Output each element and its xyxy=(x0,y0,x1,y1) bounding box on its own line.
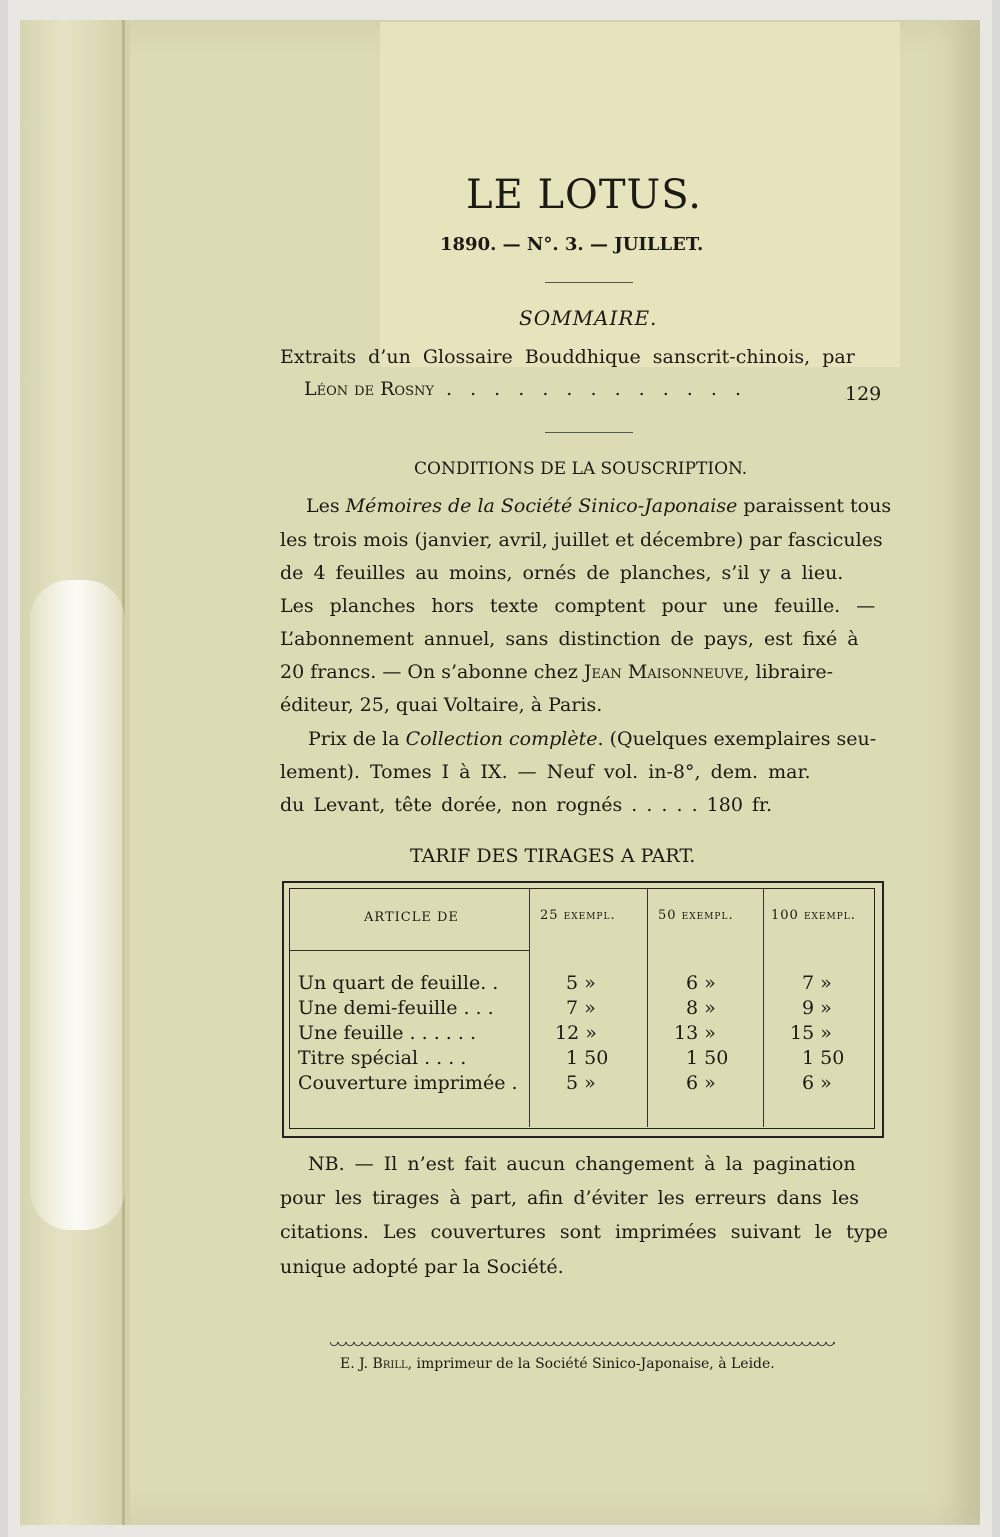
journal-title: LE LOTUS. xyxy=(466,172,702,218)
wavy-rule xyxy=(330,1342,835,1350)
text: Prix de la xyxy=(308,728,406,750)
price-line: lement). Tomes I à IX. — Neuf vol. in-8°, dem. mar. xyxy=(280,761,811,783)
conditions-line: les trois mois (janvier, avril, juillet et décembre) par fascicules xyxy=(280,529,883,551)
table-cell: 6 » xyxy=(686,1072,716,1094)
table-cell-article: Une demi-feuille . . . xyxy=(298,997,494,1019)
publisher-name: Jean Maisonneuve xyxy=(583,661,744,683)
conditions-line xyxy=(306,495,891,517)
table-cell: 1 50 xyxy=(686,1047,729,1069)
printer-name: Brill xyxy=(372,1356,408,1372)
table-cell: 7 » xyxy=(802,972,832,994)
text: , imprimeur de la Société Sinico-Japonaise, à Leide. xyxy=(407,1356,775,1372)
table-cell: 6 » xyxy=(686,972,716,994)
table-cell: 13 » xyxy=(674,1022,716,1044)
table-cell-article: Couverture imprimée . xyxy=(298,1072,518,1094)
conditions-line: L’abonnement annuel, sans distinction de pays, est fixé à xyxy=(280,628,859,650)
divider xyxy=(545,432,633,433)
col-header-100: 100 exempl. xyxy=(771,908,856,923)
column-rule xyxy=(529,888,530,1127)
column-rule xyxy=(763,888,764,1127)
memoires-title: Mémoires de la Société Sinico-Japonaise xyxy=(345,495,738,517)
table-cell-article: Un quart de feuille. . xyxy=(298,972,499,994)
sleeve-glare xyxy=(30,580,125,1230)
nb-line: NB. — Il n’est fait aucun changement à la pagination xyxy=(308,1153,856,1175)
column-rule xyxy=(647,888,648,1127)
price-line xyxy=(308,728,876,750)
table-cell: 15 » xyxy=(790,1022,832,1044)
col-header-25: 25 exempl. xyxy=(540,908,616,923)
text: , libraire- xyxy=(743,661,834,683)
table-cell: 1 50 xyxy=(802,1047,845,1069)
nb-line: pour les tirages à part, afin d’éviter les erreurs dans les xyxy=(280,1187,860,1209)
issue-line: 1890. — N°. 3. — JUILLET. xyxy=(440,234,704,255)
sommaire-heading: SOMMAIRE. xyxy=(519,306,658,330)
text: 20 francs. — On s’abonne chez xyxy=(280,661,584,683)
divider xyxy=(545,282,633,283)
conditions-line: Les planches hors texte comptent pour une feuille. — xyxy=(280,595,876,617)
sommaire-author-line xyxy=(304,378,747,400)
leader-dots: . . . . . . . . . . . . . xyxy=(446,378,748,400)
col-header-50: 50 exempl. xyxy=(658,908,734,923)
nb-line: unique adopté par la Société. xyxy=(280,1256,564,1278)
table-cell: 12 » xyxy=(555,1022,597,1044)
table-cell-article: Titre spécial . . . . xyxy=(298,1047,467,1069)
table-cell: 5 » xyxy=(566,972,596,994)
col-header-article: ARTICLE DE xyxy=(364,910,459,925)
nb-line: citations. Les couvertures sont imprimées suivant le type xyxy=(280,1221,888,1243)
table-cell: 7 » xyxy=(566,997,596,1019)
conditions-line xyxy=(280,661,833,683)
table-cell: 8 » xyxy=(686,997,716,1019)
conditions-heading: CONDITIONS DE LA SOUSCRIPTION. xyxy=(414,459,748,479)
text: E. J. xyxy=(340,1356,373,1372)
collection-title: Collection complète xyxy=(405,728,598,750)
table-cell: 9 » xyxy=(802,997,832,1019)
sommaire-author: Léon de Rosny xyxy=(304,378,434,400)
text: paraissent tous xyxy=(737,495,892,517)
tarif-heading: TARIF DES TIRAGES A PART. xyxy=(410,845,696,867)
table-cell: 5 » xyxy=(566,1072,596,1094)
text: . (Quelques exemplaires seu- xyxy=(597,728,877,750)
header-rule xyxy=(289,950,529,951)
table-cell-article: Une feuille . . . . . . xyxy=(298,1022,476,1044)
conditions-line: de 4 feuilles au moins, ornés de planches, s’il y a lieu. xyxy=(280,562,844,584)
printer-imprint xyxy=(340,1356,775,1372)
price-line: du Levant, tête dorée, non rognés . . . . . 180 fr. xyxy=(280,794,773,816)
sommaire-page: 129 xyxy=(845,383,882,405)
sommaire-entry: Extraits d’un Glossaire Bouddhique sanscrit-chinois, par xyxy=(280,346,855,368)
text: Les xyxy=(306,495,346,517)
table-cell: 1 50 xyxy=(566,1047,609,1069)
conditions-line: éditeur, 25, quai Voltaire, à Paris. xyxy=(280,694,603,716)
table-cell: 6 » xyxy=(802,1072,832,1094)
